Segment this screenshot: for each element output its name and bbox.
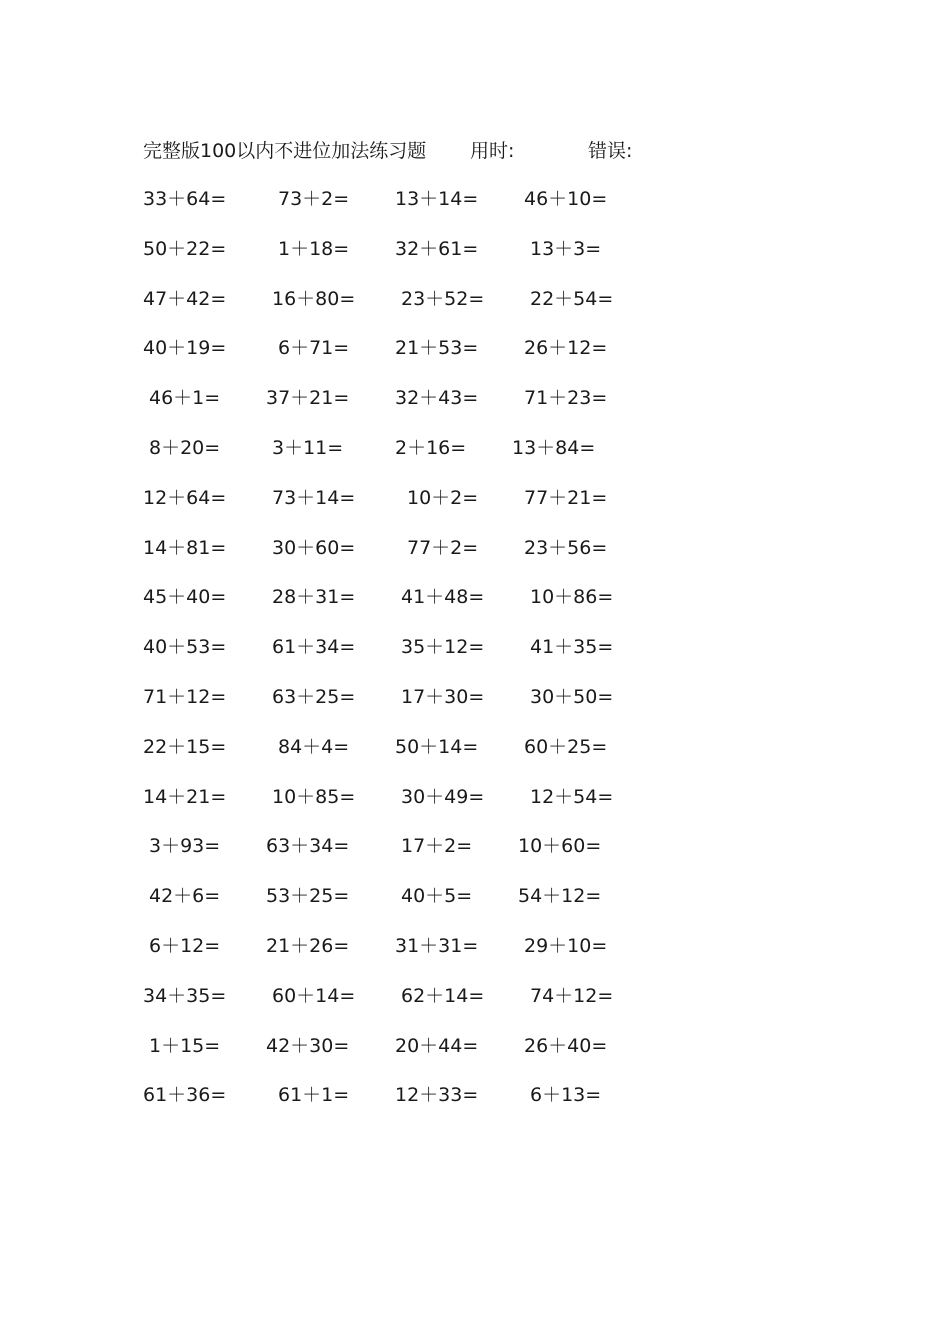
addition-problem: 23＋52= [401, 287, 485, 310]
problem-row [143, 881, 663, 931]
addition-problem: 77＋21= [524, 486, 608, 509]
addition-problem: 26＋40= [524, 1034, 608, 1057]
addition-problem: 8＋20= [149, 436, 221, 459]
addition-problem: 3＋93= [149, 835, 221, 858]
addition-problem: 13＋3= [530, 237, 602, 260]
addition-problem: 35＋12= [401, 636, 485, 659]
addition-problem: 14＋81= [143, 536, 227, 559]
addition-problem: 29＋10= [524, 934, 608, 957]
addition-problem: 46＋1= [149, 387, 221, 410]
addition-problem: 34＋35= [143, 984, 227, 1007]
worksheet-header [143, 136, 743, 166]
addition-problem: 41＋48= [401, 586, 485, 609]
addition-problem: 73＋2= [278, 188, 350, 210]
addition-problem: 63＋34= [266, 835, 350, 858]
addition-problem: 30＋50= [530, 685, 614, 708]
addition-problem: 71＋12= [143, 685, 227, 708]
addition-problem: 77＋2= [407, 536, 479, 559]
addition-problem: 14＋21= [143, 785, 227, 808]
addition-problem: 41＋35= [530, 636, 614, 659]
addition-problem: 30＋49= [401, 785, 485, 808]
addition-problem: 28＋31= [272, 586, 356, 609]
problem-row [143, 333, 663, 383]
addition-problem: 10＋86= [530, 586, 614, 609]
addition-problem: 6＋13= [530, 1084, 602, 1107]
problem-row [143, 931, 663, 981]
addition-problem: 62＋14= [401, 984, 485, 1007]
addition-problem: 53＋25= [266, 885, 350, 908]
addition-problem: 10＋2= [407, 486, 479, 509]
addition-problem: 21＋53= [395, 337, 479, 360]
addition-problem: 10＋60= [518, 835, 602, 858]
addition-problem: 2＋16= [395, 436, 467, 459]
problem-row [143, 632, 663, 682]
problem-row [143, 284, 663, 334]
problem-row [143, 582, 663, 632]
problem-row [143, 981, 663, 1031]
addition-problem: 37＋21= [266, 387, 350, 410]
addition-problem: 30＋60= [272, 536, 356, 559]
problem-row [143, 782, 663, 832]
addition-problem: 61＋34= [272, 636, 356, 659]
problem-row [143, 831, 663, 881]
addition-problem: 13＋14= [395, 188, 479, 210]
addition-problem: 63＋25= [272, 685, 356, 708]
addition-problem: 73＋14= [272, 486, 356, 509]
problem-row [143, 1080, 663, 1130]
addition-problem: 3＋11= [272, 436, 344, 459]
addition-problem: 31＋31= [395, 934, 479, 957]
addition-problem: 47＋42= [143, 287, 227, 310]
addition-problem: 74＋12= [530, 984, 614, 1007]
addition-problem: 10＋85= [272, 785, 356, 808]
addition-problem: 50＋22= [143, 237, 227, 260]
addition-problem: 42＋6= [149, 885, 221, 908]
addition-problem: 40＋53= [143, 636, 227, 659]
problem-row [143, 483, 663, 533]
addition-problem: 17＋30= [401, 685, 485, 708]
addition-problem: 6＋71= [278, 337, 350, 360]
addition-problem: 12＋54= [530, 785, 614, 808]
time-label: 用时: [470, 140, 515, 162]
addition-problem: 17＋2= [401, 835, 473, 858]
problem-row [143, 1031, 663, 1081]
addition-problem: 40＋19= [143, 337, 227, 360]
addition-problem: 32＋43= [395, 387, 479, 410]
addition-problem: 84＋4= [278, 735, 350, 758]
problem-row [143, 732, 663, 782]
problem-grid [143, 184, 663, 1130]
worksheet-title: 完整版100以内不进位加法练习题 [143, 140, 427, 162]
addition-problem: 54＋12= [518, 885, 602, 908]
addition-problem: 61＋1= [278, 1084, 350, 1107]
errors-label: 错误: [588, 140, 633, 162]
addition-problem: 22＋15= [143, 735, 227, 758]
addition-problem: 32＋61= [395, 237, 479, 260]
addition-problem: 33＋64= [143, 188, 227, 210]
problem-row [143, 533, 663, 583]
addition-problem: 13＋84= [512, 436, 596, 459]
problem-row [143, 184, 663, 234]
addition-problem: 16＋80= [272, 287, 356, 310]
addition-problem: 12＋33= [395, 1084, 479, 1107]
addition-problem: 6＋12= [149, 934, 221, 957]
addition-problem: 45＋40= [143, 586, 227, 609]
addition-problem: 12＋64= [143, 486, 227, 509]
problem-row [143, 682, 663, 732]
addition-problem: 46＋10= [524, 188, 608, 210]
addition-problem: 21＋26= [266, 934, 350, 957]
addition-problem: 22＋54= [530, 287, 614, 310]
addition-problem: 1＋18= [278, 237, 350, 260]
addition-problem: 60＋25= [524, 735, 608, 758]
addition-problem: 50＋14= [395, 735, 479, 758]
addition-problem: 60＋14= [272, 984, 356, 1007]
addition-problem: 61＋36= [143, 1084, 227, 1107]
problem-row [143, 234, 663, 284]
problem-row [143, 383, 663, 433]
addition-problem: 40＋5= [401, 885, 473, 908]
addition-problem: 42＋30= [266, 1034, 350, 1057]
addition-problem: 23＋56= [524, 536, 608, 559]
addition-problem: 20＋44= [395, 1034, 479, 1057]
problem-row [143, 433, 663, 483]
addition-problem: 26＋12= [524, 337, 608, 360]
addition-problem: 71＋23= [524, 387, 608, 410]
addition-problem: 1＋15= [149, 1034, 221, 1057]
